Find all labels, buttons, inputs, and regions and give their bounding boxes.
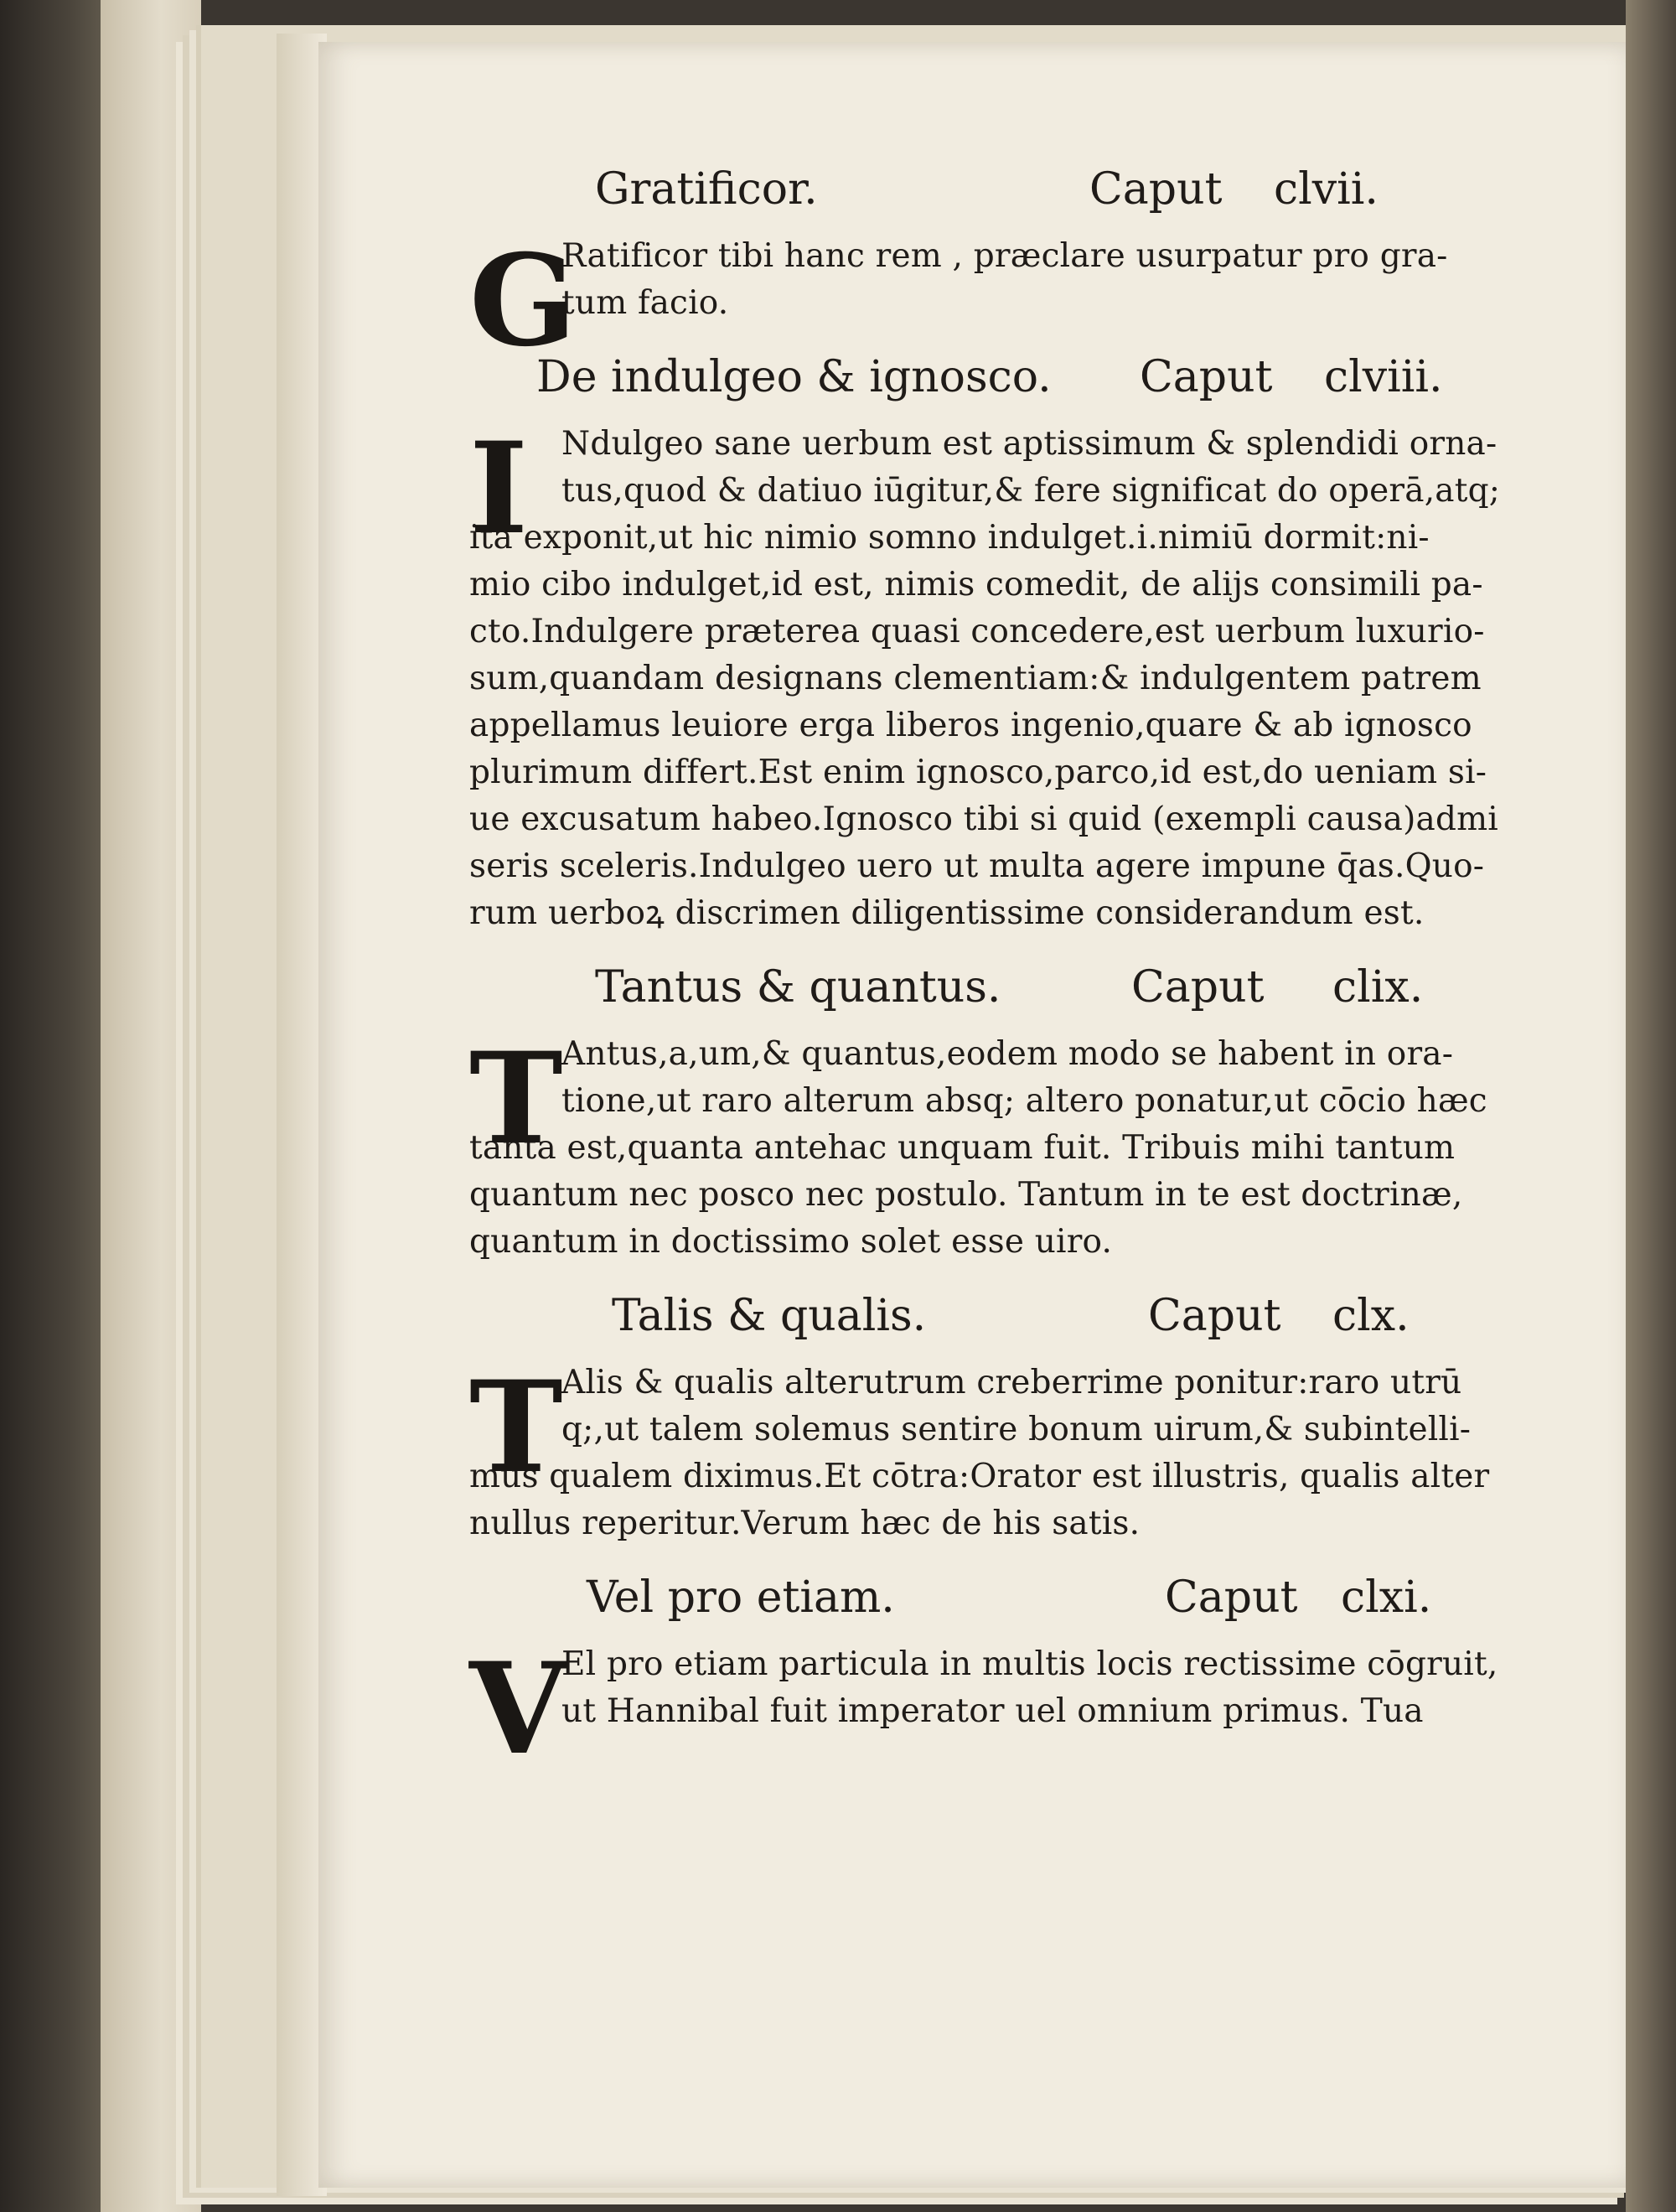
- text-line: tus,quod & datiuo iūgitur,& fere significat do operā,atq;: [561, 472, 1501, 510]
- chapter-heading: [469, 339, 1550, 416]
- text-line: quantum nec posco nec postulo. Tantum in te est doctrinæ,: [469, 1176, 1463, 1214]
- text-line: sum,quandam designans clementiam:& indulgentem patrem: [469, 660, 1482, 697]
- text-line: tanta est,quanta antehac unquam fuit. Tribuis mihi tantum: [469, 1129, 1456, 1167]
- chapter-number: clix.: [1332, 962, 1424, 1013]
- paragraph: [469, 1025, 1550, 1266]
- chapter-title: Gratificor.: [595, 164, 818, 215]
- text-line: mio cibo indulget,id est, nimis comedit, de alijs consimili pa-: [469, 566, 1483, 604]
- text-line: appellamus leuiore erga liberos ingenio,quare & ab ignosco: [469, 707, 1472, 744]
- chapter-title: Talis & qualis.: [612, 1291, 927, 1341]
- paragraph: [469, 415, 1550, 937]
- text-line: Ratificor tibi hanc rem , præclare usurpatur pro gra-: [561, 237, 1448, 275]
- text-line: tione,ut raro alterum absq; altero ponatur,ut cōcio hæc: [561, 1082, 1487, 1120]
- text-line: mus qualem diximus.Et cōtra:Orator est illustris, qualis alter: [469, 1458, 1490, 1495]
- text-line: ue excusatum habeo.Ignosco tibi si quid (exempli causa)admi: [469, 800, 1498, 838]
- book-cover-edge: [101, 0, 201, 2212]
- text-line: tum facio.: [561, 284, 729, 322]
- chapter-number: clx.: [1332, 1291, 1410, 1341]
- text-line: Antus,a,um,& quantus,eodem modo se habent in ora-: [561, 1035, 1454, 1073]
- drop-initial: V: [469, 1635, 567, 1783]
- chapter-heading: [469, 1559, 1550, 1636]
- text-line: nullus reperitur.Verum hæc de his satis.: [469, 1505, 1141, 1542]
- text-line: El pro etiam particula in multis locis rectissime cōgruit,: [561, 1645, 1498, 1683]
- text-line: Alis & qualis alterutrum creberrime ponitur:raro utrū: [561, 1364, 1462, 1401]
- drop-initial: T: [469, 1354, 563, 1501]
- chapter-title: Tantus & quantus.: [595, 962, 1001, 1013]
- chapter-heading: [469, 151, 1550, 228]
- paragraph: [469, 1635, 1550, 1783]
- chapter-number: clxi.: [1341, 1572, 1432, 1623]
- drop-initial: G: [469, 227, 577, 375]
- text-line: Ndulgeo sane uerbum est aptissimum & splendidi orna-: [561, 425, 1498, 463]
- drop-initial: I: [469, 415, 529, 562]
- scan-background-right: [1626, 0, 1676, 2212]
- paragraph: [469, 1354, 1550, 1547]
- text-line: ita exponit,ut hic nimio somno indulget.i.nimiū dormit:ni-: [469, 519, 1430, 557]
- chapter-heading: [469, 949, 1550, 1026]
- paragraph: [469, 227, 1550, 375]
- text-line: ut Hannibal fuit imperator uel omnium primus. Tua: [561, 1692, 1424, 1730]
- text-line: cto.Indulgere præterea quasi concedere,est uerbum luxurio-: [469, 613, 1485, 650]
- chapter-number: clvii.: [1274, 164, 1379, 215]
- caput-label: Caput: [1089, 164, 1223, 215]
- caput-label: Caput: [1165, 1572, 1298, 1623]
- chapter-heading: [469, 1277, 1550, 1355]
- drop-initial: T: [469, 1025, 563, 1173]
- caput-label: Caput: [1148, 1291, 1281, 1341]
- caput-label: Caput: [1140, 352, 1273, 402]
- text-line: quantum in doctissimo solet esse uiro.: [469, 1223, 1113, 1261]
- text-block: [469, 151, 1550, 1783]
- chapter-number: clviii.: [1324, 352, 1443, 402]
- text-line: q;,ut talem solemus sentire bonum uirum,& subintelli-: [561, 1411, 1472, 1448]
- chapter-title: De indulgeo & ignosco.: [536, 352, 1052, 402]
- caput-label: Caput: [1131, 962, 1265, 1013]
- text-line: rum uerboꝝ discrimen diligentissime considerandum est.: [469, 894, 1425, 932]
- text-line: plurimum differt.Est enim ignosco,parco,id est,do ueniam si-: [469, 754, 1487, 791]
- text-line: seris sceleris.Indulgeo uero ut multa agere impune q̄as.Quo-: [469, 847, 1485, 885]
- chapter-title: Vel pro etiam.: [587, 1572, 895, 1623]
